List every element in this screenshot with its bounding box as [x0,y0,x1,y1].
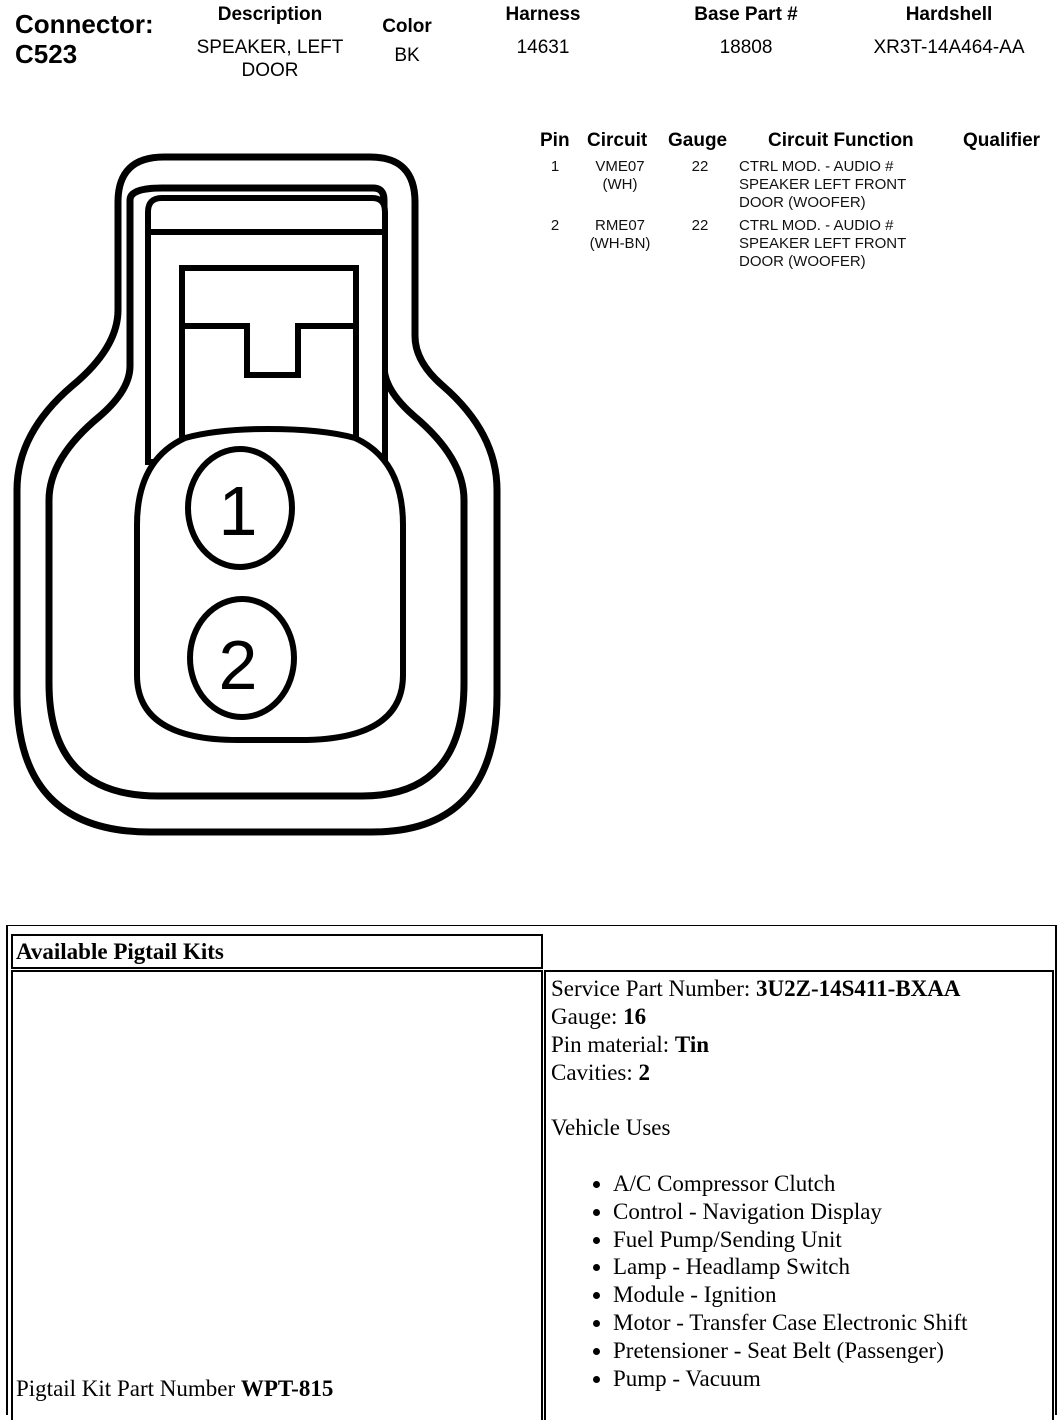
pigtail-details-cell [544,970,1054,1420]
service-part-number [551,975,1051,1003]
kit-part-label: Pigtail Kit Part Number [16,1376,241,1401]
hardshell-value: XR3T-14A464-AA [873,37,1025,58]
vehicle-uses-heading: Vehicle Uses [551,1115,671,1140]
hardshell-column [858,4,1040,59]
pin-2-label: 2 [218,626,258,704]
gauge-value: 16 [623,1004,647,1029]
gauge-label: Gauge: [551,1004,624,1029]
harness-value: 14631 [516,37,570,58]
description-value [170,36,370,82]
function-line-2: SPEAKER LEFT FRONT [739,176,907,193]
circuit-name: VME07 [595,158,645,175]
circuit-color: (WH) [602,176,638,193]
service-part-value: 3U2Z-14S411-BXAA [756,976,961,1001]
gauge-value: 22 [691,158,709,175]
list-item: • Pump - Vacuum [613,1365,1051,1393]
function-column-header: Circuit Function [768,130,914,151]
list-item: • Lamp - Headlamp Switch [613,1253,1051,1281]
list-item: • Pretensioner - Seat Belt (Passenger) [613,1337,1051,1365]
circuit-color: (WH-BN) [589,235,651,252]
circuit-code [580,158,660,194]
list-item: • Motor - Transfer Case Electronic Shift [613,1309,1051,1337]
circuit-code [580,217,660,253]
cavities-label: Cavities: [551,1060,639,1085]
pigtail-details [551,975,1051,1392]
pin-material-value: Tin [674,1032,710,1057]
connector-id: C523 [15,39,78,69]
pin-1-label: 1 [218,472,258,550]
pin-material-label: Pin material: [551,1032,675,1057]
circuit-name: RME07 [594,217,646,234]
cavities-value: 2 [638,1060,651,1085]
list-item: • Fuel Pump/Sending Unit [613,1226,1051,1254]
description-line-2: DOOR [241,60,299,81]
description-line-1: SPEAKER, LEFT [196,37,344,58]
description-column [170,4,370,82]
kit-part-value: WPT-815 [240,1376,334,1401]
circuit-function [739,158,959,212]
function-line-1: CTRL MOD. - AUDIO # [739,217,894,234]
pin-number: 1 [550,158,560,175]
harness-heading: Harness [505,4,581,25]
function-line-1: CTRL MOD. - AUDIO # [739,158,894,175]
gauge-line [551,1003,1051,1031]
vehicle-uses-list [551,1170,1051,1392]
service-part-label: Service Part Number: [551,976,757,1001]
table-row [540,217,1060,273]
color-column [362,16,452,67]
pin-number: 2 [550,217,560,234]
hardshell-heading: Hardshell [905,4,993,25]
latch-window [182,268,356,452]
base-part-heading: Base Part # [694,4,798,25]
qualifier-column-header: Qualifier [963,130,1041,151]
list-item: • Module - Ignition [613,1281,1051,1309]
circuit-column-header: Circuit [587,130,648,151]
table-row [540,158,1060,214]
gauge-value: 22 [691,217,709,234]
base-part-value: 18808 [719,37,773,58]
connector-label: Connector: [15,9,154,39]
circuit-function [739,217,959,271]
pigtail-heading: Available Pigtail Kits [16,939,224,964]
list-item: • A/C Compressor Clutch [613,1170,1051,1198]
function-line-3: DOOR (WOOFER) [739,253,866,270]
function-line-2: SPEAKER LEFT FRONT [739,235,907,252]
cavities-line [551,1059,1051,1087]
list-item: • Control - Navigation Display [613,1198,1051,1226]
pin-column-header: Pin [540,130,570,151]
pigtail-heading-cell [11,934,543,969]
color-value: BK [394,45,420,66]
function-line-3: DOOR (WOOFER) [739,194,866,211]
color-heading: Color [382,16,432,37]
harness-column [483,4,603,59]
description-heading: Description [217,4,323,25]
connector-face-diagram [0,140,520,850]
pigtail-image-cell [11,970,543,1420]
pin-material-line [551,1031,1051,1059]
gauge-column-header: Gauge [668,130,728,151]
base-part-column [676,4,816,59]
pigtail-kit-part-number [16,1375,333,1403]
